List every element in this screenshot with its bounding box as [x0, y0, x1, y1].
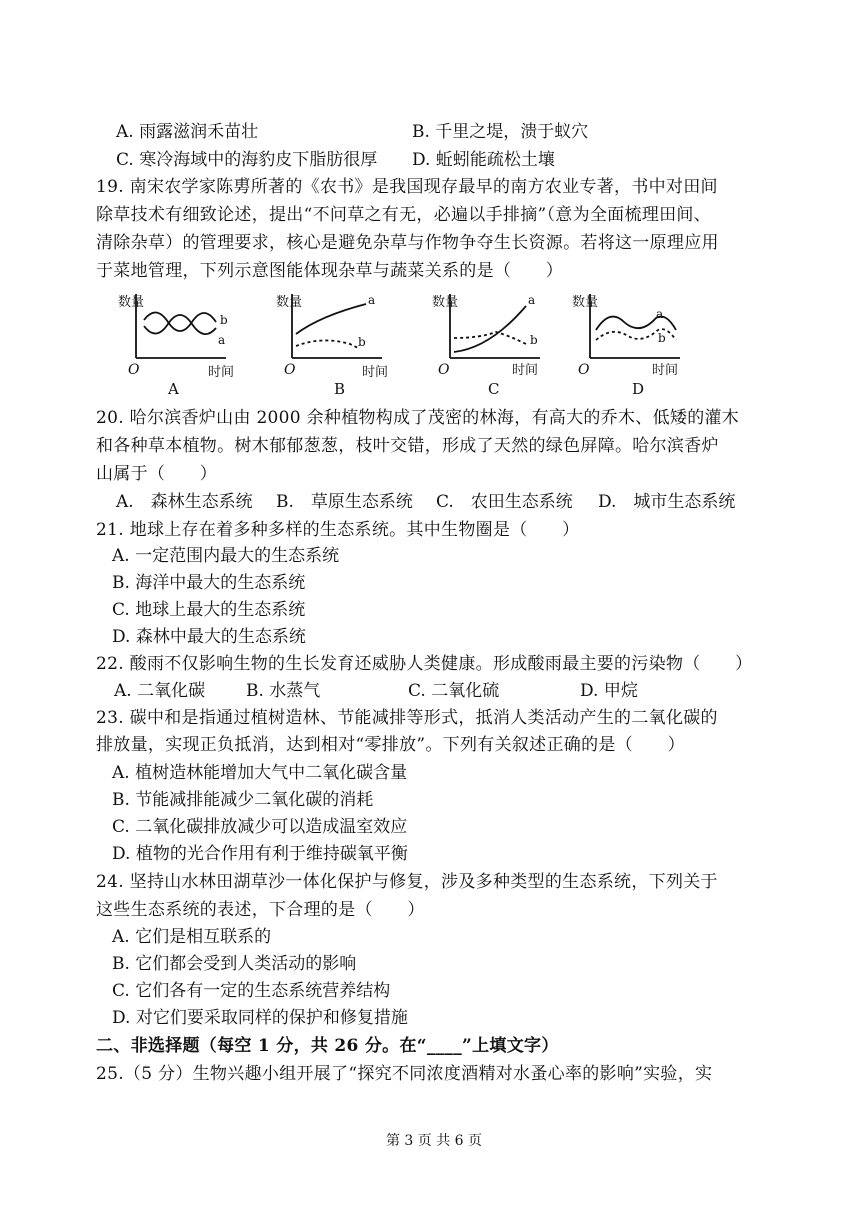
q20-option-c: C. 农田生态系统 [436, 492, 573, 512]
q19-graphs [100, 286, 720, 398]
q23-option-c: C. 二氧化碳排放减少可以造成温室效应 [112, 817, 408, 837]
q18-option-a: A. 雨露滋润禾苗壮 [116, 122, 259, 142]
q21-option-c: C. 地球上最大的生态系统 [112, 600, 306, 620]
graph-c-caption: C [488, 380, 500, 398]
graph-b-label-b: b [358, 335, 366, 349]
graph-c-xlabel: 时间 [512, 363, 539, 378]
q21-option-b: B. 海洋中最大的生态系统 [112, 573, 306, 593]
q20-stem-line-2: 和各种草本植物。树木郁郁葱葱，枝叶交错，形成了天然的绿色屏障。哈尔滨香炉 [96, 436, 719, 456]
q24-option-c: C. 它们各有一定的生态系统营养结构 [112, 981, 391, 1001]
q18-option-c: C. 寒冷海域中的海豹皮下脂肪很厚 [116, 150, 378, 170]
q21-stem: 21. 地球上存在着多种多样的生态系统。其中生物圈是（ ） [96, 520, 580, 540]
q23-option-d: D. 植物的光合作用有利于维持碳氧平衡 [112, 844, 408, 864]
q23-stem-line-2: 排放量，实现正负抵消，达到相对“零排放”。下列有关叙述正确的是（ ） [96, 735, 685, 755]
graph-c-origin: O [438, 362, 450, 378]
graph-a-caption: A [168, 380, 179, 398]
page-footer: 第 3 页 共 6 页 [385, 1133, 483, 1149]
q20-option-d: D. 城市生态系统 [598, 492, 736, 512]
graph-b-curve-b [296, 340, 358, 348]
graph-d-caption: D [632, 380, 645, 398]
graph-d-label-b: b [658, 331, 666, 345]
graph-c-curve-a [454, 306, 526, 352]
graph-b-caption: B [334, 380, 346, 398]
graph-a-ylabel: 数量 [118, 295, 145, 310]
q24-option-b: B. 它们都会受到人类活动的影响 [112, 954, 357, 974]
q20-stem-line-1: 20. 哈尔滨香炉山由 2000 余种植物构成了茂密的林海，有高大的乔木、低矮的灌木 [96, 408, 740, 428]
graph-b-origin: O [284, 362, 296, 378]
q19-stem-line-3: 清除杂草）的管理要求，核心是避免杂草与作物争夺生长资源。若将这一原理应用 [96, 233, 719, 253]
graph-a-xlabel: 时间 [208, 365, 235, 380]
q24-stem-line-1: 24. 坚持山水林田湖草沙一体化保护与修复，涉及多种类型的生态系统，下列关于 [96, 872, 718, 892]
q18-option-d: D. 蚯蚓能疏松土壤 [412, 150, 555, 170]
q24-stem-line-2: 这些生态系统的表述，下合理的是（ ） [96, 900, 425, 920]
q22-option-d: D. 甲烷 [580, 681, 638, 701]
graph-c-ylabel: 数量 [432, 295, 459, 310]
q22-option-a: A. 二氧化碳 [114, 681, 206, 701]
q22-option-c: C. 二氧化硫 [408, 681, 500, 701]
q23-option-a: A. 植树造林能增加大气中二氧化碳含量 [112, 763, 408, 783]
graph-d-origin: O [578, 362, 590, 378]
q20-option-a: A. 森林生态系统 [116, 492, 253, 512]
q25-stem: 25.（5 分）生物兴趣小组开展了“探究不同浓度酒精对水蚤心率的影响”实验，实 [96, 1064, 713, 1084]
graph-b-xlabel: 时间 [362, 365, 389, 380]
q19-stem-line-1: 19. 南宋农学家陈旉所著的《农书》是我国现存最早的南方农业专著，书中对田间 [96, 177, 718, 197]
q24-option-a: A. 它们是相互联系的 [112, 927, 272, 947]
graph-b-label-a: a [368, 293, 376, 307]
graph-d-ylabel: 数量 [572, 295, 599, 310]
graph-a-origin: O [128, 362, 140, 378]
q21-option-a: A. 一定范围内最大的生态系统 [112, 546, 340, 566]
q20-stem-line-3: 山属于（ ） [96, 464, 218, 484]
graph-a-label-a: a [218, 333, 226, 347]
q20-option-b: B. 草原生态系统 [276, 492, 413, 512]
graph-c-label-a: a [528, 293, 536, 307]
q22-stem: 22. 酸雨不仅影响生物的生长发育还威胁人类健康。形成酸雨最主要的污染物（ ） [96, 654, 753, 674]
graph-b-curve-a [296, 304, 366, 334]
graph-d-curve-a [596, 317, 676, 331]
graph-d-xlabel: 时间 [652, 363, 679, 378]
q21-option-d: D. 森林中最大的生态系统 [112, 627, 306, 647]
q19-stem-line-2: 除草技术有细致论述，提出“不问草之有无，必遍以手排摘”（意为全面梳理田间、 [96, 205, 711, 225]
q19-stem-line-4: 于菜地管理，下列示意图能体现杂草与蔬菜关系的是（ ） [96, 261, 564, 281]
graph-b-ylabel: 数量 [276, 295, 303, 310]
q18-option-b: B. 千里之堤，溃于蚁穴 [412, 122, 589, 142]
q23-stem-line-1: 23. 碳中和是指通过植树造林、节能减排等形式，抵消人类活动产生的二氧化碳的 [96, 708, 718, 728]
q24-option-d: D. 对它们要采取同样的保护和修复措施 [112, 1008, 408, 1028]
graph-a-label-b: b [220, 313, 228, 327]
graph-c-label-b: b [530, 333, 538, 347]
q23-option-b: B. 节能减排能减少二氧化碳的消耗 [112, 790, 374, 810]
graph-d-label-a: a [656, 307, 664, 321]
section-2-heading: 二、非选择题（每空 1 分，共 26 分。在“____”上填文字） [96, 1036, 559, 1056]
q22-option-b: B. 水蒸气 [246, 681, 321, 701]
